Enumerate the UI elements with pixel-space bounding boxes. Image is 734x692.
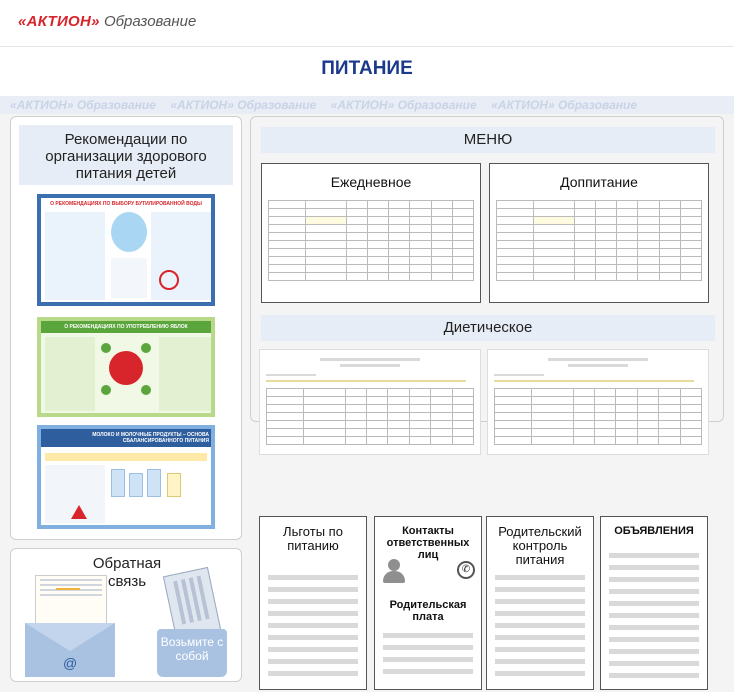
diet-menu-doc-2[interactable] bbox=[487, 349, 709, 455]
logo bbox=[18, 13, 196, 30]
phone-icon: ✆ bbox=[457, 561, 475, 579]
contacts-card[interactable] bbox=[374, 516, 482, 690]
take-away-label: Возьмите с собой bbox=[160, 635, 224, 663]
parent-control-title: Родительский контроль питания bbox=[498, 524, 582, 567]
benefits-card[interactable] bbox=[259, 516, 367, 690]
page-title: ПИТАНИЕ bbox=[321, 58, 413, 79]
parent-fee-title: Родительская плата bbox=[389, 599, 467, 623]
top-bar bbox=[0, 0, 734, 46]
menu-title: МЕНЮ bbox=[261, 127, 715, 153]
diet-menu-title: Диетическое bbox=[261, 315, 715, 341]
recommendations-title: Рекомендации по организации здорового питания детей bbox=[19, 125, 233, 185]
logo-brand: «АКТИОН» bbox=[18, 13, 100, 30]
watermark-text: «АКТИОН» Образование bbox=[10, 98, 156, 112]
poster-title: МОЛОКО И МОЛОЧНЫЕ ПРОДУКТЫ – ОСНОВА СБАЛАНСИРОВАННОГО ПИТАНИЯ bbox=[41, 429, 211, 447]
take-away-pocket[interactable] bbox=[157, 571, 235, 677]
watermark-text: «АКТИОН» Образование bbox=[170, 98, 317, 112]
daily-menu-title: Ежедневное bbox=[330, 174, 412, 190]
feedback-envelope[interactable] bbox=[25, 575, 115, 677]
watermark-band bbox=[0, 96, 734, 114]
logo-subtitle: Образование bbox=[103, 13, 197, 30]
poster-title: О РЕКОМЕНДАЦИЯХ ПО УПОТРЕБЛЕНИЮ ЯБЛОК bbox=[41, 321, 211, 333]
feedback-panel bbox=[10, 548, 242, 682]
parent-control-card[interactable] bbox=[486, 516, 594, 690]
feedback-title: Обратная связь bbox=[92, 555, 162, 590]
person-icon bbox=[383, 559, 405, 583]
menu-panel bbox=[250, 116, 724, 422]
at-icon: @ bbox=[63, 655, 78, 671]
daily-menu-table bbox=[268, 200, 474, 281]
extra-menu-card[interactable] bbox=[489, 163, 709, 303]
poster-bottled-water[interactable] bbox=[37, 194, 215, 306]
watermark-text: «АКТИОН» Образование bbox=[330, 98, 477, 112]
announcements-card[interactable] bbox=[600, 516, 708, 690]
extra-menu-title: Доппитание bbox=[560, 174, 638, 190]
daily-menu-card[interactable] bbox=[261, 163, 481, 303]
announcements-title: ОБЪЯВЛЕНИЯ bbox=[614, 525, 694, 537]
recommendations-panel bbox=[10, 116, 242, 540]
contacts-title: Контакты ответственных лиц bbox=[386, 525, 470, 561]
benefits-title: Льготы по питанию bbox=[283, 524, 343, 553]
poster-title: О РЕКОМЕНДАЦИЯХ ПО ВЫБОРУ БУТИЛИРОВАННОЙ ВОДЫ bbox=[50, 201, 202, 207]
poster-apples[interactable] bbox=[37, 317, 215, 417]
watermark-text: «АКТИОН» Образование bbox=[491, 98, 638, 112]
extra-menu-table bbox=[496, 200, 702, 281]
diet-menu-doc-1[interactable] bbox=[259, 349, 481, 455]
poster-milk[interactable] bbox=[37, 425, 215, 529]
